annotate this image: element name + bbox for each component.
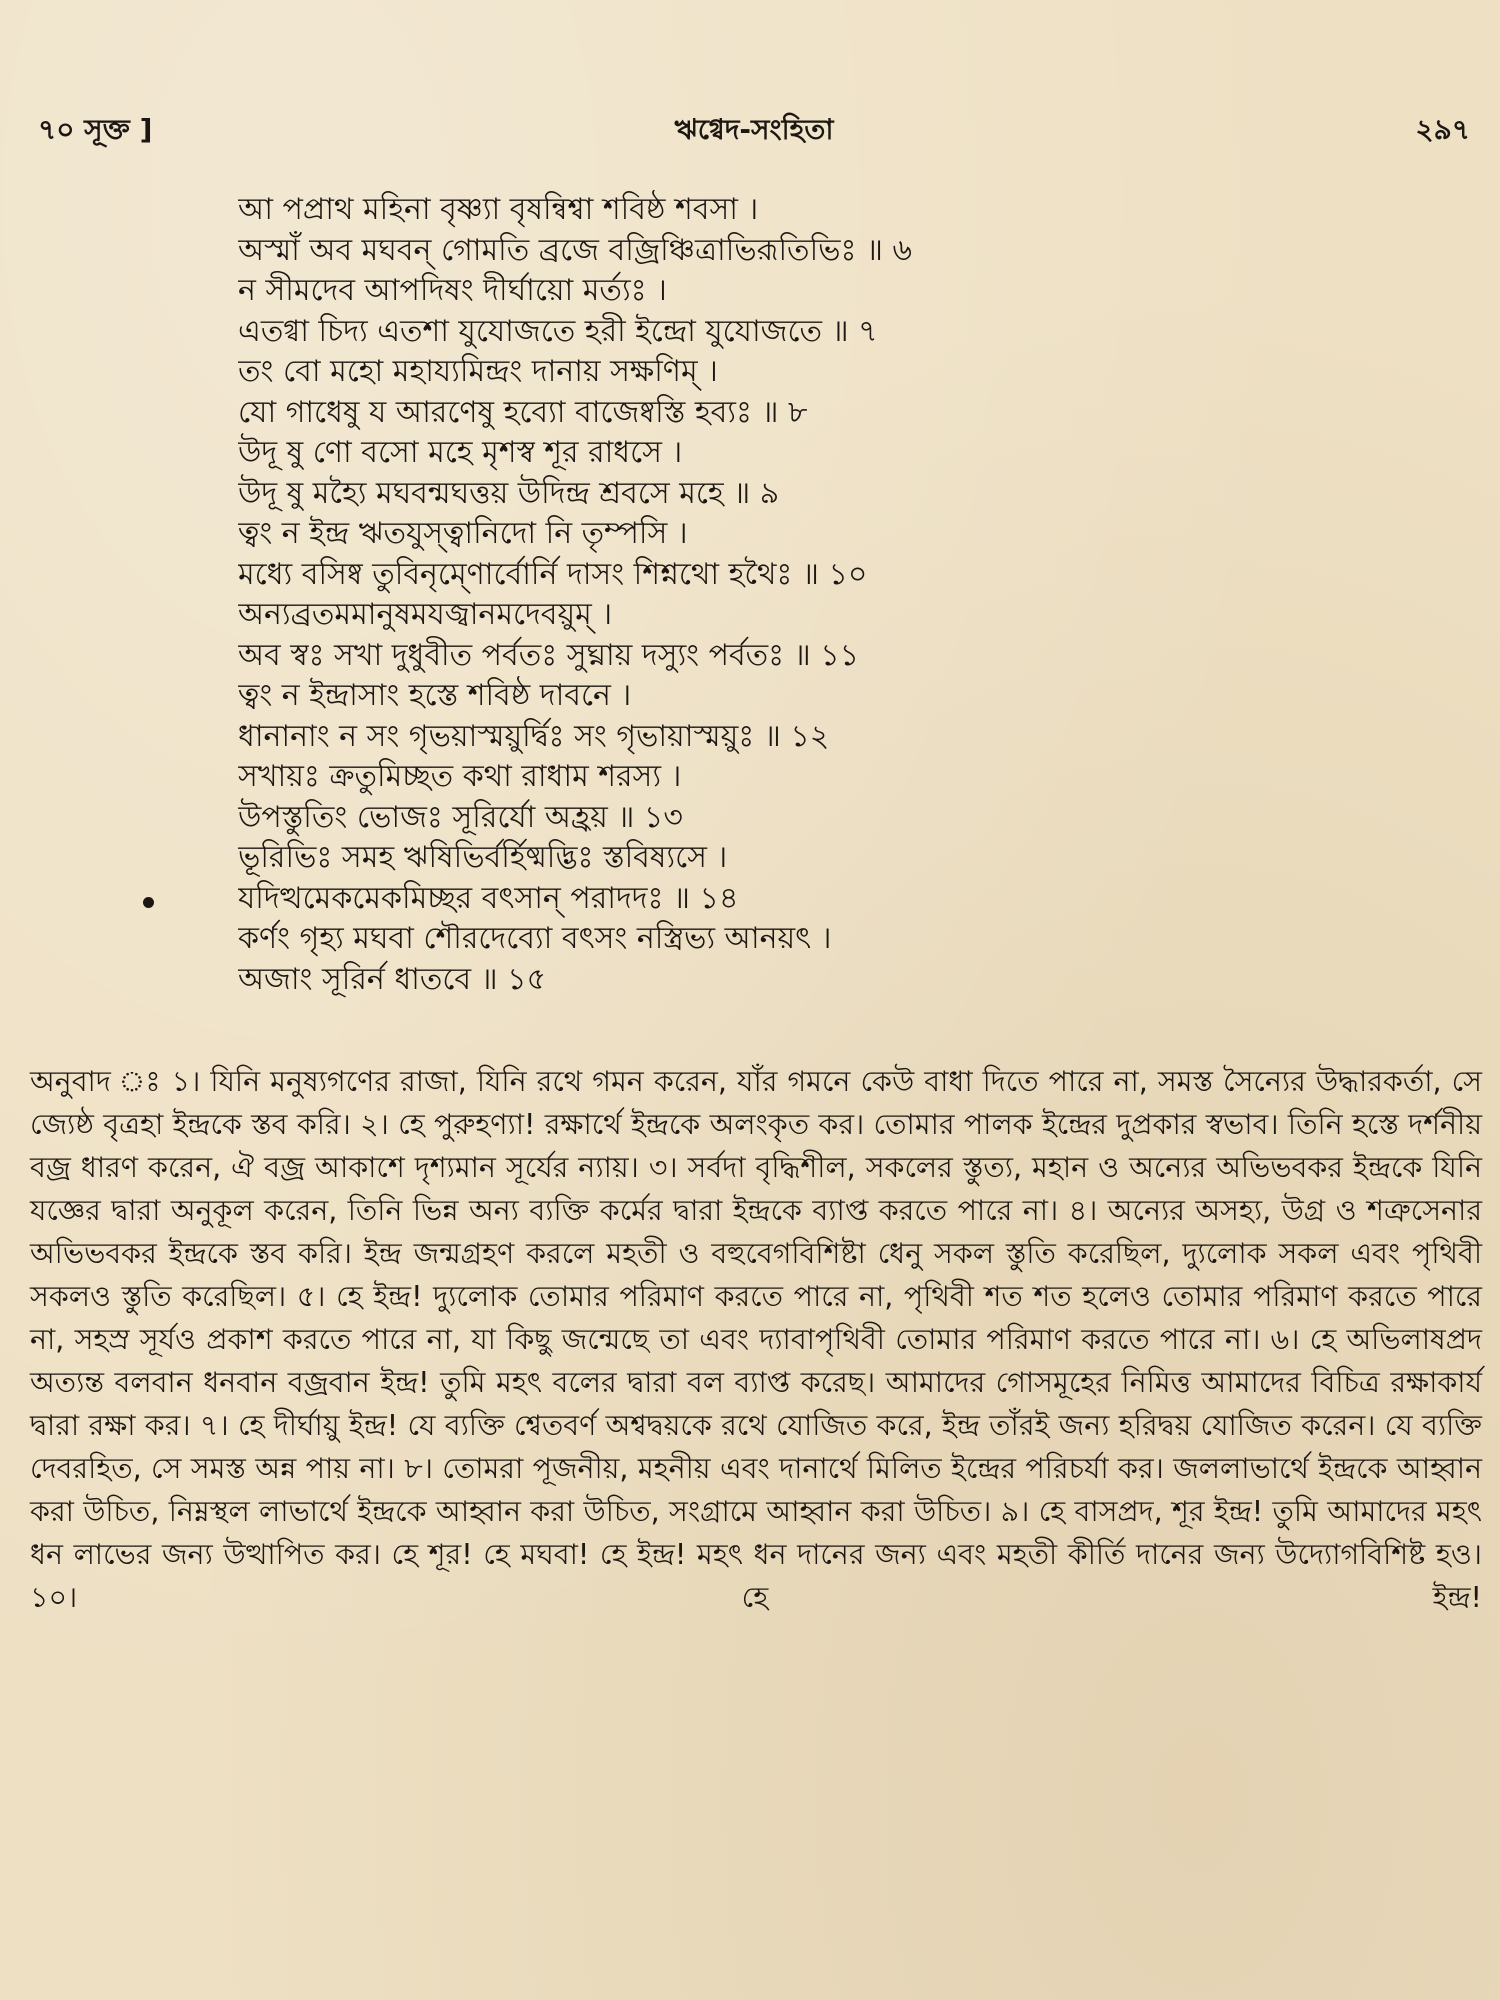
verse-line: এতগ্বা চিদ্য এতশা যুযোজতে হরী ইন্দ্রো যুযোজতে ॥ ৭ (238, 313, 878, 349)
verse-line: উদূ ষু ণো বসো মহে মৃশস্ব শূর রাধসে । (238, 435, 683, 470)
verse-line: অব স্বঃ সখা দুধুবীত পর্বতঃ সুঘ্নায় দস্যুং পর্বতঃ ॥ ১১ (238, 637, 860, 673)
verse-line: ন সীমদেব আপদিষং দীর্ঘায়ো মর্ত্যঃ । (238, 273, 667, 308)
page-number: ২৯৭ (1415, 113, 1470, 146)
verse-line: অস্মাঁ অব মঘবন্ গোমতি ব্রজে বজ্রিঞ্চিত্রাভিরূতিভিঃ ॥ ৬ (238, 232, 913, 268)
verse-line: সখায়ঃ ক্রতুমিচ্ছত কথা রাধাম শরস্য । (238, 759, 682, 794)
verse-line: তং বো মহো মহায্যমিন্দ্রং দানায় সক্ষণিম্ । (238, 354, 718, 389)
sanskrit-verses (238, 190, 1328, 1000)
bengali-translation (30, 1060, 1482, 1619)
margin-dot-mark (143, 897, 154, 908)
verse-line: কর্ণং গৃহ্য মঘবা শৌরদেব্যো বৎসং নস্ত্রিভ্য আনয়ৎ । (238, 921, 832, 956)
verse-line: অজাং সূরির্ন ধাতবে ॥ ১৫ (238, 961, 547, 997)
translation-paragraph: অনুবাদ ঃ ১। যিনি মনুষ্যগণের রাজা, যিনি রথে গমন করেন, যাঁর গমনে কেউ বাধা দিতে পারে না, সমস্ত সৈন্যের উদ্ধারকর্তা, সে জ্যেষ্ঠ বৃত্রহা ইন্দ্রকে স্তব করি। ২। হে পুরুহণ্যা! রক্ষার্থে ইন্দ্রকে অলংকৃত কর। তোমার পালক ইন্দ্রের দুপ্রকার স্বভাব। তিনি হস্তে দর্শনীয় বজ্র ধারণ করেন, ঐ বজ্র আকাশে দৃশ্যমান সূর্যের ন্যায়। ৩। সর্বদা বৃদ্ধিশীল, সকলের স্তুত্য, মহান ও অন্যের অভিভবকর ইন্দ্রকে যিনি যজ্ঞের দ্বারা অনুকূল করেন, তিনি ভিন্ন অন্য ব্যক্তি কর্মের দ্বারা ইন্দ্রকে ব্যাপ্ত করতে পারে না। ৪। অন্যের অসহ্য, উগ্র ও শত্রুসেনার অভিভবকর ইন্দ্রকে স্তব করি। ইন্দ্র জন্মগ্রহণ করলে মহতী ও বহুবেগবিশিষ্টা ধেনু সকল স্তুতি করেছিল, দ্যুলোক সকল এবং পৃথিবী সকলও স্তুতি করেছিল। ৫। হে ইন্দ্র! দ্যুলোক তোমার পরিমাণ করতে পারে না, পৃথিবী শত শত হলেও তোমার পরিমাণ করতে পারে না, সহস্র সূর্যও প্রকাশ করতে পারে না, যা কিছু জন্মেছে তা এবং দ্যাবাপৃথিবী তোমার পরিমাণ করতে পারে না। ৬। হে অভিলাষপ্রদ অত্যন্ত বলবান ধনবান বজ্রবান ইন্দ্র! তুমি মহৎ বলের দ্বারা বল ব্যাপ্ত করেছ। আমাদের গোসমূহের নিমিত্ত আমাদের বিচিত্র রক্ষাকার্য দ্বারা রক্ষা কর। ৭। হে দীর্ঘায়ু ইন্দ্র! যে ব্যক্তি শ্বেতবর্ণ অশ্বদ্বয়কে রথে যোজিত করে, ইন্দ্র তাঁরই জন্য হরিদ্বয় যোজিত করেন। যে ব্যক্তি দেবরহিত, সে সমস্ত অন্ন পায় না। ৮। তোমরা পূজনীয়, মহনীয় এবং দানার্থে মিলিত ইন্দ্রের পরিচর্যা কর। জললাভার্থে ইন্দ্রকে আহ্বান করা উচিত, নিম্নস্থল লাভার্থে ইন্দ্রকে আহ্বান করা উচিত, সংগ্রামে আহ্বান করা উচিত। ৯। হে বাসপ্রদ, শূর ইন্দ্র! তুমি আমাদের মহৎ ধন লাভের জন্য উত্থাপিত কর। হে শূর! হে মঘবা! হে ইন্দ্র! মহৎ ধন দানের জন্য এবং মহতী কীর্তি দানের জন্য উদ্যোগবিশিষ্ট হও। ১০। হে ইন্দ্র! (30, 1065, 1482, 1614)
verse-line: আ পপ্রাথ মহিনা বৃষ্ণ্যা বৃষন্বিশ্বা শবিষ্ঠ শবসা । (238, 192, 759, 227)
verse-line: ধানানাং ন সং গৃভয়াস্ময়ুর্দ্বিঃ সং গৃভায়াস্ময়ুঃ ॥ ১২ (238, 718, 830, 754)
verse-line: ত্বং ন ইন্দ্র ঋতযুস্ত্বানিদো নি তৃম্পসি । (238, 516, 688, 551)
verse-line: যো গাধেষু য আরণেষু হব্যো বাজেষ্বস্তি হব্যঃ ॥ ৮ (238, 394, 808, 430)
page-header (38, 108, 1470, 148)
verse-line: উপস্তুতিং ভোজঃ সূরির্যো অহ্রয় ॥ ১৩ (238, 799, 683, 835)
verse-line: যদিত্থমেকমেকমিচ্ছর বৎসান্ পরাদদঃ ॥ ১৪ (238, 880, 739, 916)
verse-line: মধ্যে বসিষ্ব তুবিনৃম্ণোর্বোর্নি দাসং শিশ্নথো হথৈঃ ॥ ১০ (238, 556, 868, 592)
running-title: ঋগ্বেদ-সংহিতা (674, 113, 834, 146)
section-marker: ৭০ সূক্ত ] (38, 113, 153, 146)
verse-line: ভূরিভিঃ সমহ ঋষিভির্বর্হিষ্মদ্ভিঃ স্তবিষ্যসে । (238, 840, 728, 875)
verse-line: ত্বং ন ইন্দ্রাসাং হস্তে শবিষ্ঠ দাবনে । (238, 678, 632, 713)
verse-line: উদূ ষু মহ্যৈ মঘবন্মঘত্তয় উদিন্দ্র শ্রবসে মহে ॥ ৯ (238, 475, 780, 511)
verse-line: অন্যব্রতমমানুষমযজ্বানমদেবয়ুম্ । (238, 597, 613, 632)
